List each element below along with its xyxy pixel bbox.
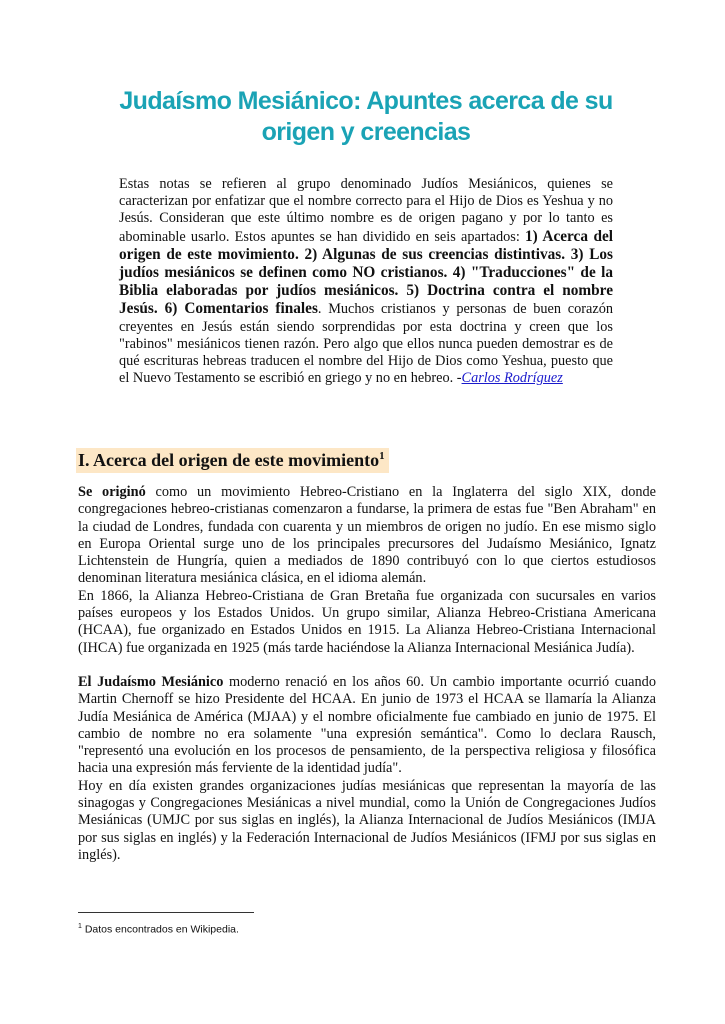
paragraph-lead: Se originó xyxy=(78,484,146,500)
intro-sections-list: 1) Acerca del origen de este movimiento. 2) Algunas de sus creencias distintivas. 3) Los judíos mesiánicos se definen como NO cristianos. 4) "Traducciones" de la Biblia elaboradas por judíos mesiánicos. 5) Doctrina contra el nombre Jesús. 6) Comentarios finales xyxy=(119,227,614,318)
section-heading-text: I. Acerca del origen de este movimiento xyxy=(78,450,380,470)
body-paragraph xyxy=(78,674,656,778)
section-body xyxy=(78,484,656,864)
footnote xyxy=(78,920,239,937)
footnote-number: 1 xyxy=(78,923,82,930)
footnote-separator xyxy=(78,912,254,913)
footnote-text: Datos encontrados en Wikipedia. xyxy=(81,923,239,936)
body-paragraph xyxy=(78,588,656,657)
paragraph-text: como un movimiento Hebreo-Cristiano en la Inglaterra del siglo XIX, donde congregaciones hebreo-cristianas comenzaron a fundarse, la primera de estas fue "Ben Abraham" en la ciudad de Londres, fundada con cuarenta y un miembros de origen no judío. En ese mismo siglo en Europa Oriental surge uno de los principales precursores del Judaísmo Mesiánico, Ignatz Lichtenstein de Hungría, quien a mediados de 1890 contribuyó con lo que ciertos estudiosos denominan literatura mesiánica clásica, en el idioma alemán. xyxy=(78,484,657,587)
intro-paragraph xyxy=(119,176,613,387)
paragraph-text: En 1866, la Alianza Hebreo-Cristiana de Gran Bretaña fue organizada con sucursales en varios países europeos y los Estados Unidos. Un grupo similar, Alianza Hebreo-Cristiana Americana (HCAA), fue organizado en Estados Unidos en 1915. La Alianza Hebreo-Cristiana Internacional (IHCA) fue organizada en 1925 (más tarde haciéndose la Alianza Internacional Mesiánica Judía). xyxy=(78,587,656,656)
paragraph-text: Hoy en día existen grandes organizaciones judías mesiánicas que representan la mayoría de las sinagogas y Congregaciones Mesiánicas a nivel mundial, como la Unión de Congregaciones Judíos Mesiánicas (UMJC por sus siglas en inglés), la Alianza Internacional de Judíos Mesiánicos (IMJA por sus siglas en inglés) y la Federación Internacional de Judíos Mesiánicos (IFMJ por sus siglas en inglés). xyxy=(78,777,656,863)
intro-text-continued: . Muchos cristianos y personas de buen corazón creyentes en Jesús están siendo sorprendidas por esta doctrina y creen que los "rabinos" mesiánicos tienen razón. Pero algo que ellos nunca pueden demostrar es de qué escrituras hebreas traducen el nombre del Hijo de Dios como Yeshua, puesto que el Nuevo Testamento se escribió en griego y no en hebreo. - xyxy=(119,301,613,387)
body-paragraph xyxy=(78,484,656,588)
paragraph-lead: El Judaísmo Mesiánico xyxy=(78,673,224,690)
footnote-reference[interactable]: 1 xyxy=(379,450,385,462)
document-title: Judaísmo Mesiánico: Apuntes acerca de su origen y creencias xyxy=(119,87,613,146)
body-paragraph xyxy=(78,778,656,864)
author-link[interactable]: Carlos Rodríguez xyxy=(461,370,563,387)
paragraph-text: moderno renació en los años 60. Un cambio importante ocurrió cuando Martin Chernoff se hizo Presidente del HCAA. En junio de 1973 el HCAA se llamaría la Alianza Judía Mesiánica de América (MJAA) y el nombre oficialmente fue cambiado en junio de 1975. El cambio de nombre no era solamente "una expresión semántica". Como lo declara Rausch, "representó una evolución en los procesos de pensamiento, de la perspectiva religiosa y filosófica hacia una expresión más ferviente de la identidad judía". xyxy=(78,673,656,777)
intro-text: Estas notas se refieren al grupo denominado Judíos Mesiánicos, quienes se caracterizan por enfatizar que el nombre correcto para el Hijo de Dios es Yeshua y no Jesús. Consideran que este último nombre es de origen pagano y por lo tanto es abominable usarlo. Estos apuntes se han dividido en seis apartados: xyxy=(119,176,613,245)
section-heading xyxy=(76,448,389,473)
